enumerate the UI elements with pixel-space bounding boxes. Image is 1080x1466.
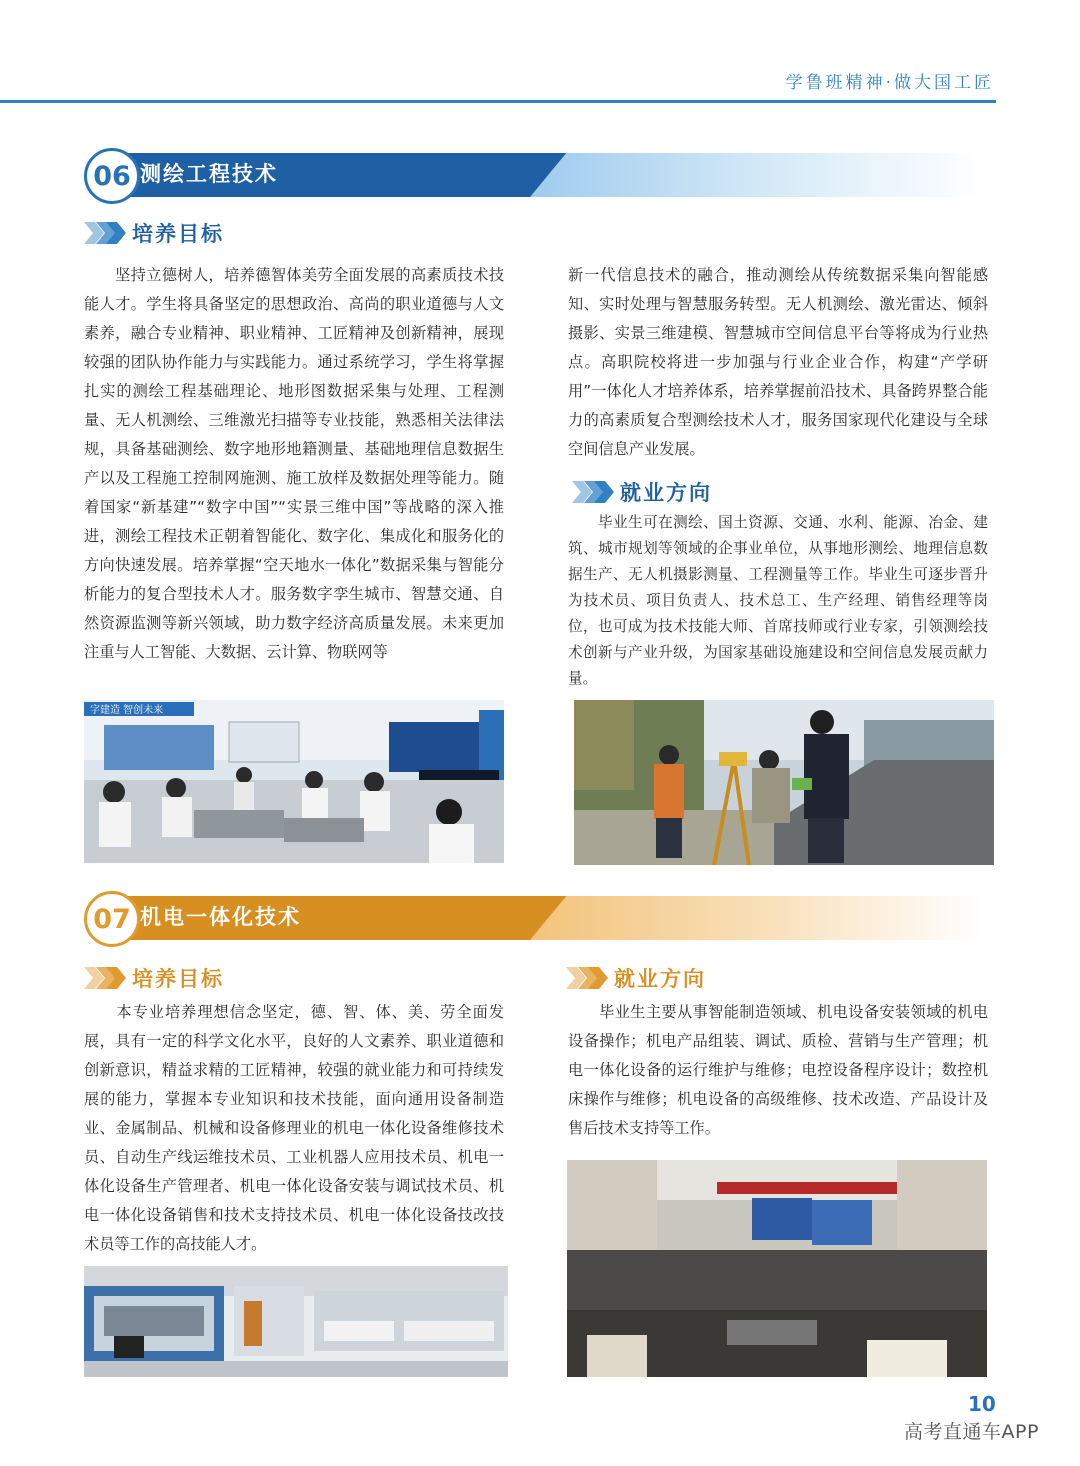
section-07-title: 机电一体化技术: [140, 905, 301, 929]
section-06-number: 06: [84, 148, 140, 204]
watermark-text: 高考直通车APP: [904, 1421, 1039, 1443]
section-07-goal-heading: 培养目标: [84, 963, 224, 993]
lab-photo: [84, 1266, 508, 1377]
header-tagline: 学鲁班精神·做大国工匠: [785, 73, 994, 93]
section-06-banner: [84, 150, 984, 204]
classroom-photo: [84, 700, 504, 863]
section-06-goal-text-continued: 新一代信息技术的融合，推动测绘从传统数据采集向智能感知、实时处理与智慧服务转型。无人机测绘、激光雷达、倾斜摄影、实景三维建模、智慧城市空间信息平台等将成为行业热点。高职院校将进一步加强与行业企业合作，构建“产学研用”一体化人才培养体系，培养掌握前沿技术、具备跨界整合能力的高素质复合型测绘技术人才，服务国家现代化建设与全球空间信息产业发展。: [568, 266, 988, 458]
section-07-goal-text: 本专业培养理想信念坚定，德、智、体、美、劳全面发展，具有一定的科学文化水平，良好的人文素养、职业道德和创新意识，精益求精的工匠精神，较强的就业能力和可持续发展的能力，掌握本专业知识和技术技能，面向通用设备制造业、金属制品、机械和设备修理业的机电一体化设备维修技术员、自动生产线运维技术员、工业机器人应用技术员、机电一体化设备生产管理者、机电一体化设备安装与调试技术员、机电一体化设备销售和技术支持技术员、机电一体化设备技改技术员等工作的高技能人才。: [84, 1003, 504, 1253]
section-06-title: 测绘工程技术: [140, 162, 278, 186]
section-06-goal-heading: 培养目标: [84, 218, 224, 248]
classroom-sign: 字建造 智创未来: [90, 705, 164, 716]
section-07-banner: [84, 893, 984, 947]
section-07-number: 07: [84, 891, 140, 947]
surveying-field-photo: [574, 700, 994, 865]
chevron-arrows-icon: [566, 967, 610, 989]
chevron-arrows-icon: [572, 481, 616, 503]
section-06-goal-text: 坚持立德树人，培养德智体美劳全面发展的高素质技术技能人才。学生将具备坚定的思想政治、高尚的职业道德与人文素养，融合专业精神、职业精神、工匠精神及创新精神，展现较强的团队协作能力与实践能力。通过系统学习，学生将掌握扎实的测绘工程基础理论、地形图数据采集与处理、工程测量、无人机测绘、三维激光扫描等专业技能，熟悉相关法律法规，具备基础测绘、数字地形地籍测量、基础地理信息数据生产以及工程施工控制网施测、施工放样及数据处理等能力。随着国家“新基建”“数字中国”“实景三维中国”等战略的深入推进，测绘工程技术正朝着智能化、数字化、集成化和服务化的方向快速发展。培养掌握“空天地水一体化”数据采集与智能分析能力的复合型技术人才。服务数字孪生城市、智慧交通、自然资源监测等新兴领域，助力数字经济高质量发展。未来更加注重与人工智能、大数据、云计算、物联网等: [84, 266, 504, 661]
header-rule: [0, 100, 996, 103]
auditorium-lecture-photo: [567, 1160, 987, 1377]
section-07-career-heading: 就业方向: [566, 963, 706, 993]
section-06-career-heading: 就业方向: [572, 477, 712, 507]
section-06-career-text: 毕业生可在测绘、国土资源、交通、水利、能源、冶金、建筑、城市规划等领域的企事业单位，从事地形测绘、地理信息数据生产、无人机摄影测量、工程测量等工作。毕业生可逐步晋升为技术员、项目负责人、技术总工、生产经理、销售经理等岗位，也可成为技术技能大师、首席技师或行业专家，引领测绘技术创新与产业升级，为国家基础设施建设和空间信息发展贡献力量。: [568, 514, 988, 687]
chevron-arrows-icon: [84, 967, 128, 989]
page-number: 10: [968, 1392, 996, 1416]
section-07-career-text: 毕业生主要从事智能制造领域、机电设备安装领域的机电设备操作；机电产品组装、调试、质检、营销与生产管理；机电一体化设备的运行维护与维修；电控设备程序设计；数控机床操作与维修；机电设备的高级维修、技术改造、产品设计及售后技术支持等工作。: [568, 1003, 988, 1137]
chevron-arrows-icon: [84, 222, 128, 244]
